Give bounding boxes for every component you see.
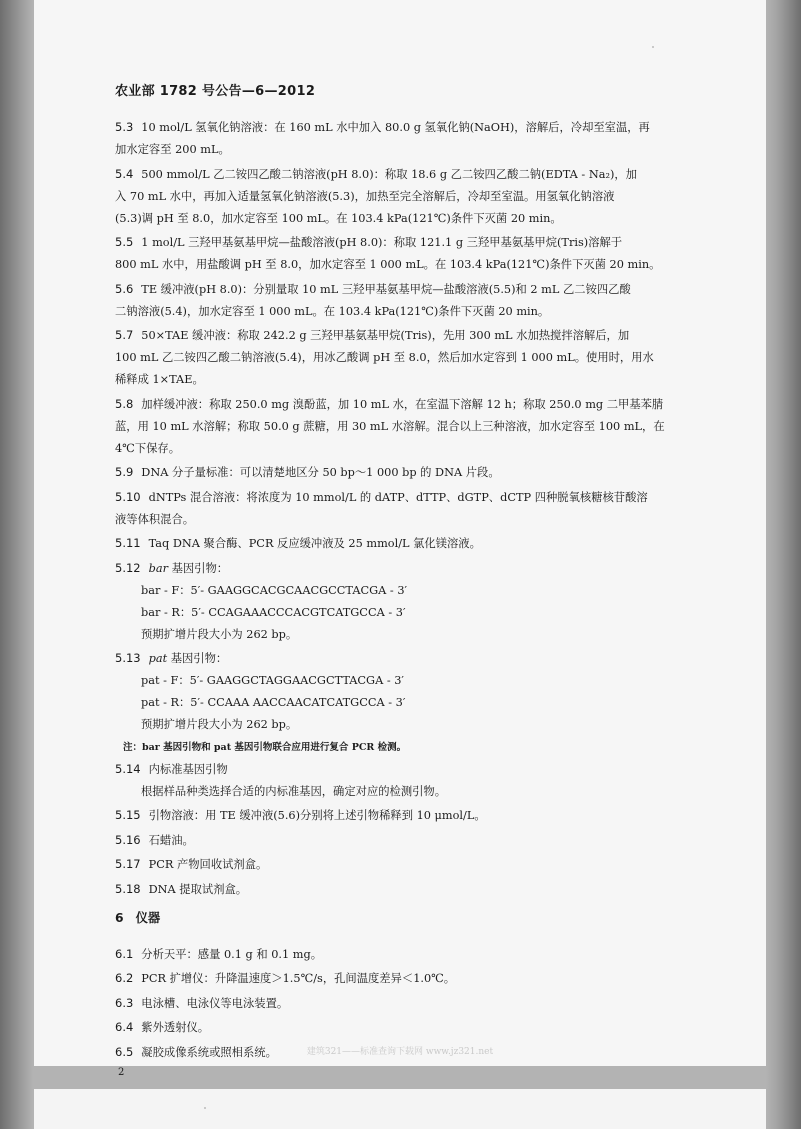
section-heading-6: [115, 907, 735, 929]
clause-text: 稀释成 1×TAE。: [115, 373, 204, 386]
clause-text: 1 mol/L 三羟甲基氨基甲烷—盐酸溶液(pH 8.0)：称取 121.1 g 三羟甲基氨基甲烷(Tris)溶解于: [141, 236, 623, 249]
watermark-footer: 建筑321——标准查询下载网 www.jz321.net: [306, 1047, 494, 1057]
clause-line: [115, 461, 735, 484]
clause-number: 5.15: [115, 808, 141, 822]
clause-subline: bar - R：5′- CCAGAAACCCACGTCATGCCA - 3′: [141, 605, 406, 619]
clause-number: 6.3: [115, 995, 134, 1010]
scan-speck: [652, 46, 654, 48]
clause-line: [115, 163, 735, 186]
clause-text: DNA 提取试剂盒。: [148, 882, 248, 896]
clause-line: [115, 992, 735, 1015]
clause-6-1: [115, 943, 735, 966]
clause-number: 5.12: [115, 560, 141, 575]
clause-text: 加水定容至 200 mL。: [115, 143, 230, 156]
clause-number: 5.13: [115, 651, 141, 665]
clause-number: 5.17: [115, 857, 141, 871]
clause-number: 5.14: [115, 761, 141, 776]
next-page-edge: [34, 1089, 766, 1129]
clause-number: 6.4: [115, 1020, 134, 1034]
clause-line: [115, 647, 735, 670]
scan-speck: [204, 1107, 206, 1109]
clause-number: 5.3: [115, 120, 134, 134]
document-header: 农业部 1782 号公告—6—2012: [115, 84, 316, 99]
clause-number: 5.8: [115, 396, 134, 411]
clause-text: 二钠溶液(5.4)，加水定容至 1 000 mL。在 103.4 kPa(121℃)条件下灭菌 20 min。: [115, 304, 550, 318]
clause-text: dNTPs 混合溶液：将浓度为 10 mmol/L 的 dATP、dTTP、dGTP、dCTP 四种脱氧核糖核苷酸溶: [148, 490, 648, 504]
clause-text: 100 mL 乙二铵四乙酸二钠溶液(5.4)，用冰乙酸调 pH 至 8.0，然后加水定容到 1 000 mL。使用时，用水: [115, 351, 654, 364]
clause-text: 500 mmol/L 乙二铵四乙酸二钠溶液(pH 8.0)：称取 18.6 g 乙二铵四乙酸二钠(EDTA - Na₂)，加: [141, 167, 637, 181]
clause-number: 5.11: [115, 536, 141, 550]
clause-text: DNA 分子量标准：可以清楚地区分 50 bp～1 000 bp 的 DNA 片段。: [141, 466, 500, 479]
clause-number: 6.2: [115, 971, 134, 985]
clause-6-2: [115, 967, 735, 990]
clause-line: [115, 486, 735, 509]
clause-5-14: [115, 758, 735, 803]
clause-text: 电泳槽、电泳仪等电泳装置。: [141, 996, 289, 1010]
clause-6-3: [115, 992, 735, 1015]
clause-5-11: [115, 532, 735, 555]
clause-text: 加样缓冲液：称取 250.0 mg 溴酚蓝，加 10 mL 水，在室温下溶解 12 h；称取 250.0 mg 二甲基苯腈: [141, 397, 664, 411]
clause-line: [115, 116, 735, 139]
clause-5-8: [115, 393, 735, 460]
clause-text: 引物溶液：用 TE 缓冲液(5.6)分别将上述引物稀释到 10 μmol/L。: [148, 809, 486, 822]
gene-name: bar: [148, 561, 168, 575]
clause-5-15: [115, 804, 735, 827]
clause-line: [115, 231, 735, 254]
clause-line: [115, 804, 735, 827]
clause-subline: 预期扩增片段大小为 262 bp。: [141, 627, 298, 641]
document-body: [115, 116, 735, 1081]
clause-title: 基因引物：: [167, 652, 228, 665]
clause-subline: pat - R：5′- CCAAA AACCAACATCATGCCA - 3′: [141, 696, 406, 709]
section-number: 6: [115, 910, 124, 925]
clause-text: PCR 产物回收试剂盒。: [148, 858, 268, 871]
clause-line: [115, 278, 735, 301]
clause-5-9: [115, 461, 735, 484]
clause-title: 内标准基因引物: [148, 762, 228, 776]
clause-text: 液等体积混合。: [115, 512, 195, 526]
document-page: [34, 0, 766, 1078]
clause-line: [115, 853, 735, 876]
clause-text: 蓝，用 10 mL 水溶解；称取 50.0 g 蔗糖，用 30 mL 水溶解。混合以上三种溶液，加水定容至 100 mL，在: [115, 419, 665, 433]
note-text: 注：bar 基因引物和 pat 基因引物联合应用进行复合 PCR 检测。: [123, 741, 407, 753]
clause-5-18: [115, 878, 735, 901]
clause-text: 4℃下保存。: [115, 441, 181, 455]
clause-number: 5.4: [115, 166, 134, 181]
clause-text: 石蜡油。: [148, 833, 194, 847]
clause-number: 5.10: [115, 489, 141, 504]
clause-5-4: [115, 163, 735, 230]
clause-5-7: [115, 324, 735, 391]
clause-text: 凝胶成像系统或照相系统。: [141, 1045, 277, 1059]
clause-title: 基因引物：: [167, 561, 229, 575]
clause-line: [115, 532, 735, 555]
clause-line: [115, 878, 735, 901]
clause-text: 50×TAE 缓冲液：称取 242.2 g 三羟甲基氨基甲烷(Tris)，先用 300 mL 水加热搅拌溶解后，加: [141, 329, 630, 342]
clause-line: [115, 758, 735, 781]
clause-5-16: [115, 829, 735, 852]
clause-line: [115, 557, 735, 580]
clause-text: TE 缓冲液(pH 8.0)：分别量取 10 mL 三羟甲基氨基甲烷—盐酸溶液(5.5)和 2 mL 乙二铵四乙酸: [141, 282, 631, 296]
clause-5-5: [115, 231, 735, 276]
clause-text: Taq DNA 聚合酶、PCR 反应缓冲液及 25 mmol/L 氯化镁溶液。: [148, 537, 481, 550]
clause-text: 10 mol/L 氢氧化钠溶液：在 160 mL 水中加入 80.0 g 氢氧化钠(NaOH)，溶解后，冷却至室温，再: [141, 121, 650, 134]
clause-subline: 预期扩增片段大小为 262 bp。: [141, 718, 298, 731]
clause-line: [115, 324, 735, 347]
clause-number: 6.5: [115, 1044, 134, 1059]
clause-6-4: [115, 1016, 735, 1039]
clause-5-3: [115, 116, 735, 161]
clause-line: [115, 393, 735, 416]
clause-5-12: [115, 557, 735, 646]
clause-number: 5.6: [115, 281, 134, 296]
clause-line: [115, 1016, 735, 1039]
clause-5-13: [115, 647, 735, 736]
section-title: 仪器: [135, 910, 161, 925]
clause-text: 紫外透射仪。: [141, 1021, 210, 1034]
clause-number: 5.5: [115, 235, 134, 249]
clause-subline: pat - F：5′- GAAGGCTAGGAACGCTTACGA - 3′: [141, 674, 404, 687]
clause-text: (5.3)调 pH 至 8.0，加水定容至 100 mL。在 103.4 kPa(121℃)条件下灭菌 20 min。: [115, 211, 562, 225]
clause-number: 5.16: [115, 832, 141, 847]
clause-text: 分析天平：感量 0.1 g 和 0.1 mg。: [141, 947, 323, 961]
clause-line: [115, 829, 735, 852]
clause-5-17: [115, 853, 735, 876]
page-number: 2: [118, 1067, 125, 1078]
clause-5-6: [115, 278, 735, 323]
clause-subline: bar - F：5′- GAAGGCACGCAACGCCTACGA - 3′: [141, 583, 408, 597]
clause-subline: 根据样品种类选择合适的内标准基因，确定对应的检测引物。: [141, 784, 447, 798]
clause-number: 5.7: [115, 328, 134, 342]
clause-text: 800 mL 水中，用盐酸调 pH 至 8.0，加水定容至 1 000 mL。在 103.4 kPa(121℃)条件下灭菌 20 min。: [115, 258, 661, 271]
clause-number: 5.18: [115, 881, 141, 896]
clause-5-10: [115, 486, 735, 531]
clause-text: 入 70 mL 水中，再加入适量氢氧化钠溶液(5.3)，加热至完全溶解后，冷却至室温。用氢氧化钠溶液: [115, 189, 615, 203]
clause-text: PCR 扩增仪：升降温速度＞1.5℃/s，孔间温度差异＜1.0℃。: [141, 972, 456, 985]
clause-number: 6.1: [115, 946, 134, 961]
clause-line: [115, 967, 735, 990]
clause-line: [115, 943, 735, 966]
gene-name: pat: [148, 652, 168, 665]
clause-number: 5.9: [115, 465, 134, 479]
